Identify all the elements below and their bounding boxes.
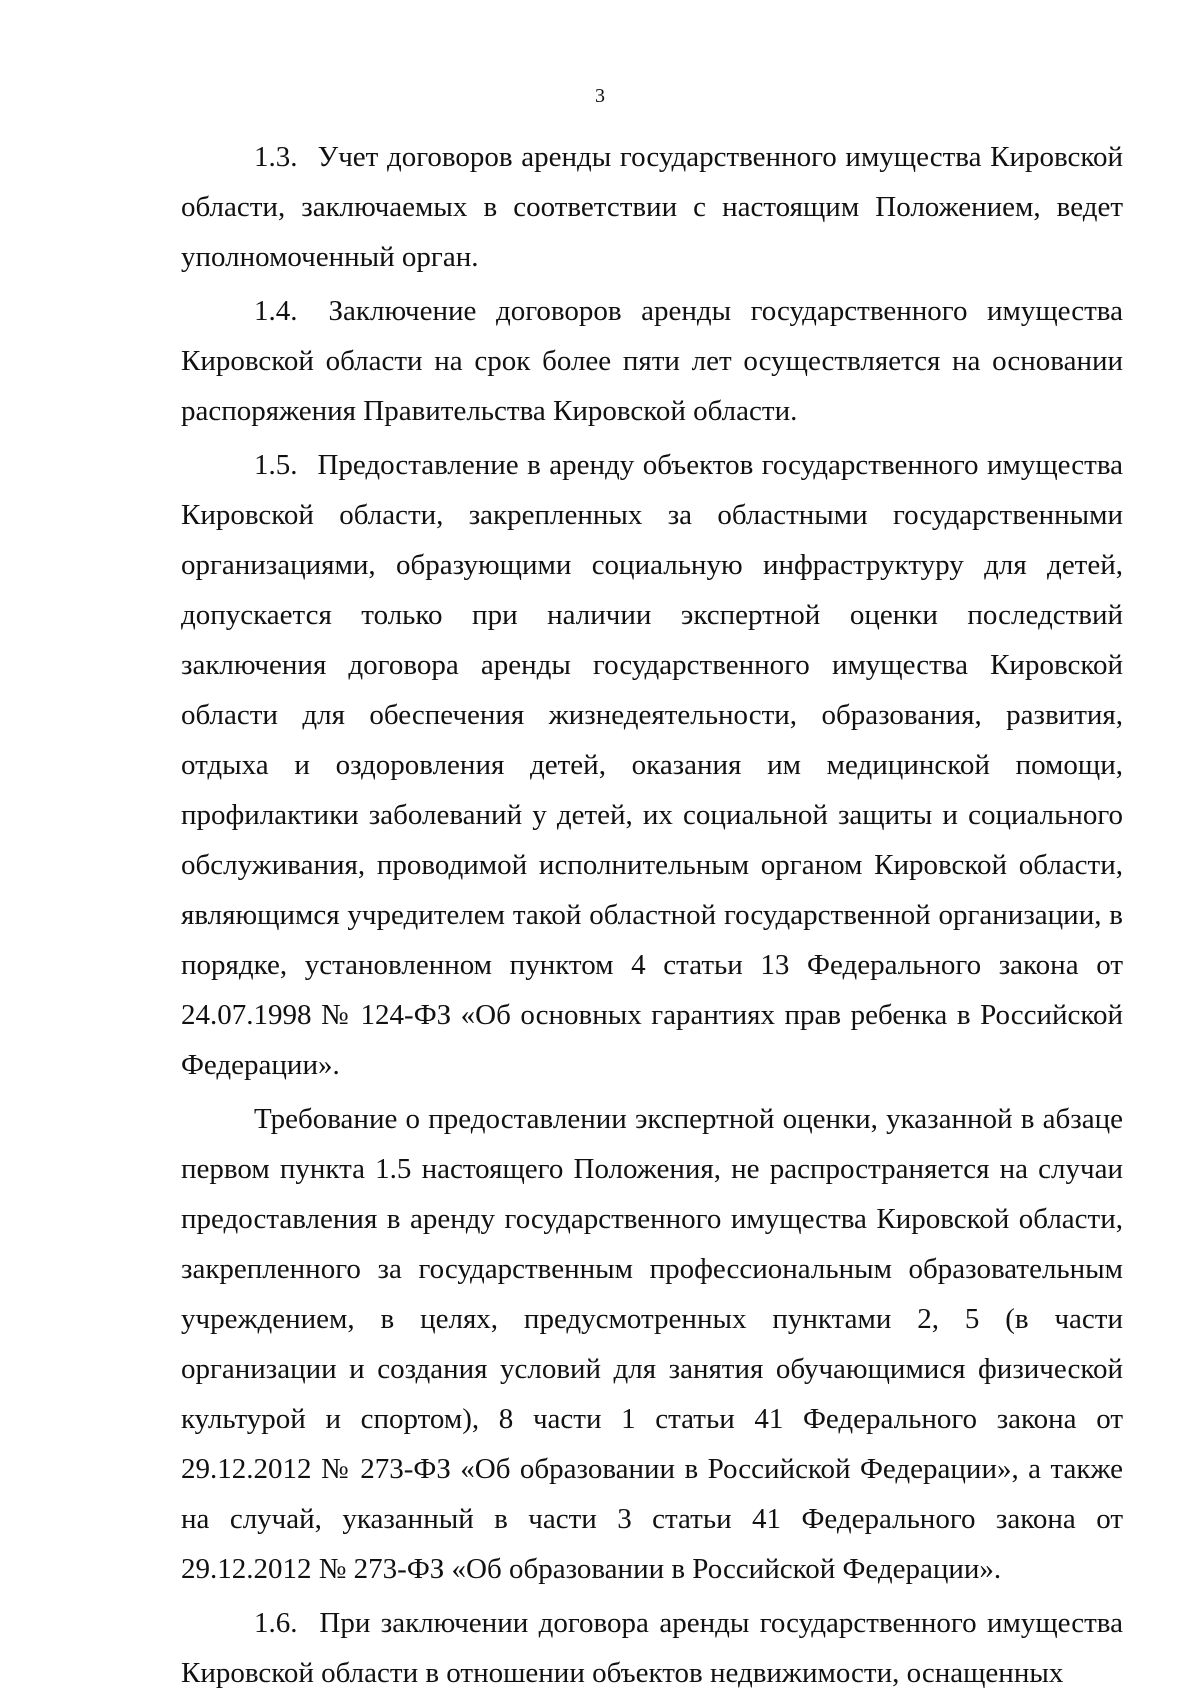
paragraph-text: Предоставление в аренду объектов государственного имущества Кировской области, закрепленных за областными государственными организациями, образующими социальную инфраструктуру для детей, допускается только при наличии экспертной оценки последствий заключения договора аренды государственного имущества Кировской области для обеспечения жизнедеятельности, образования, развития, отдыха и оздоровления детей, оказания им медицинской помощи, профилактики заболеваний у детей, их социальной защиты и социального обслуживания, проводимой исполнительным органом Кировской области, являющимся учредителем такой областной государственной организации, в порядке, установленном пунктом 4 статьи 13 Федерального закона от 24.07.1998 № 124-ФЗ «Об основных гарантиях прав ребенка в Российской Федерации». bbox=[181, 449, 1124, 1081]
paragraph-text: Заключение договоров аренды государственного имущества Кировской области на срок более пяти лет осуществляется на основании распоряжения Правительства Кировской области. bbox=[181, 295, 1123, 427]
paragraph-number: 1.4. bbox=[254, 295, 298, 327]
paragraph-text: Учет договоров аренды государственного имущества Кировской области, заключаемых в соответствии с настоящим Положением, ведет уполномоченный орган. bbox=[181, 141, 1124, 273]
paragraph-text: При заключении договора аренды государственного имущества Кировской области в отношении объектов недвижимости, оснащенных bbox=[181, 1607, 1123, 1689]
paragraph-text: Требование о предоставлении экспертной оценки, указанной в абзаце первом пункта 1.5 настоящего Положения, не распространяется на случаи предоставления в аренду государственного имущества Кировской области, закрепленного за государственным профессиональным образовательным учреждением, в целях, предусмотренных пунктами 2, 5 (в части организации и создания условий для занятия обучающимися физической культурой и спортом), 8 части 1 статьи 41 Федерального закона от 29.12.2012 № 273-ФЗ «Об образовании в Российской Федерации», а также на случай, указанный в части 3 статьи 41 Федерального закона от 29.12.2012 № 273-ФЗ «Об образовании в Российской Федерации». bbox=[181, 1103, 1123, 1585]
paragraph-requirement bbox=[181, 1094, 1123, 1594]
paragraph-1-6 bbox=[181, 1598, 1123, 1698]
paragraph-1-5 bbox=[181, 440, 1123, 1090]
paragraph-number: 1.3. bbox=[254, 141, 298, 173]
paragraph-number: 1.6. bbox=[254, 1607, 298, 1639]
page-number: 3 bbox=[595, 85, 605, 107]
paragraph-number: 1.5. bbox=[254, 449, 298, 481]
document-body bbox=[181, 132, 1123, 1698]
paragraph-1-3 bbox=[181, 132, 1123, 282]
paragraph-1-4 bbox=[181, 286, 1123, 436]
